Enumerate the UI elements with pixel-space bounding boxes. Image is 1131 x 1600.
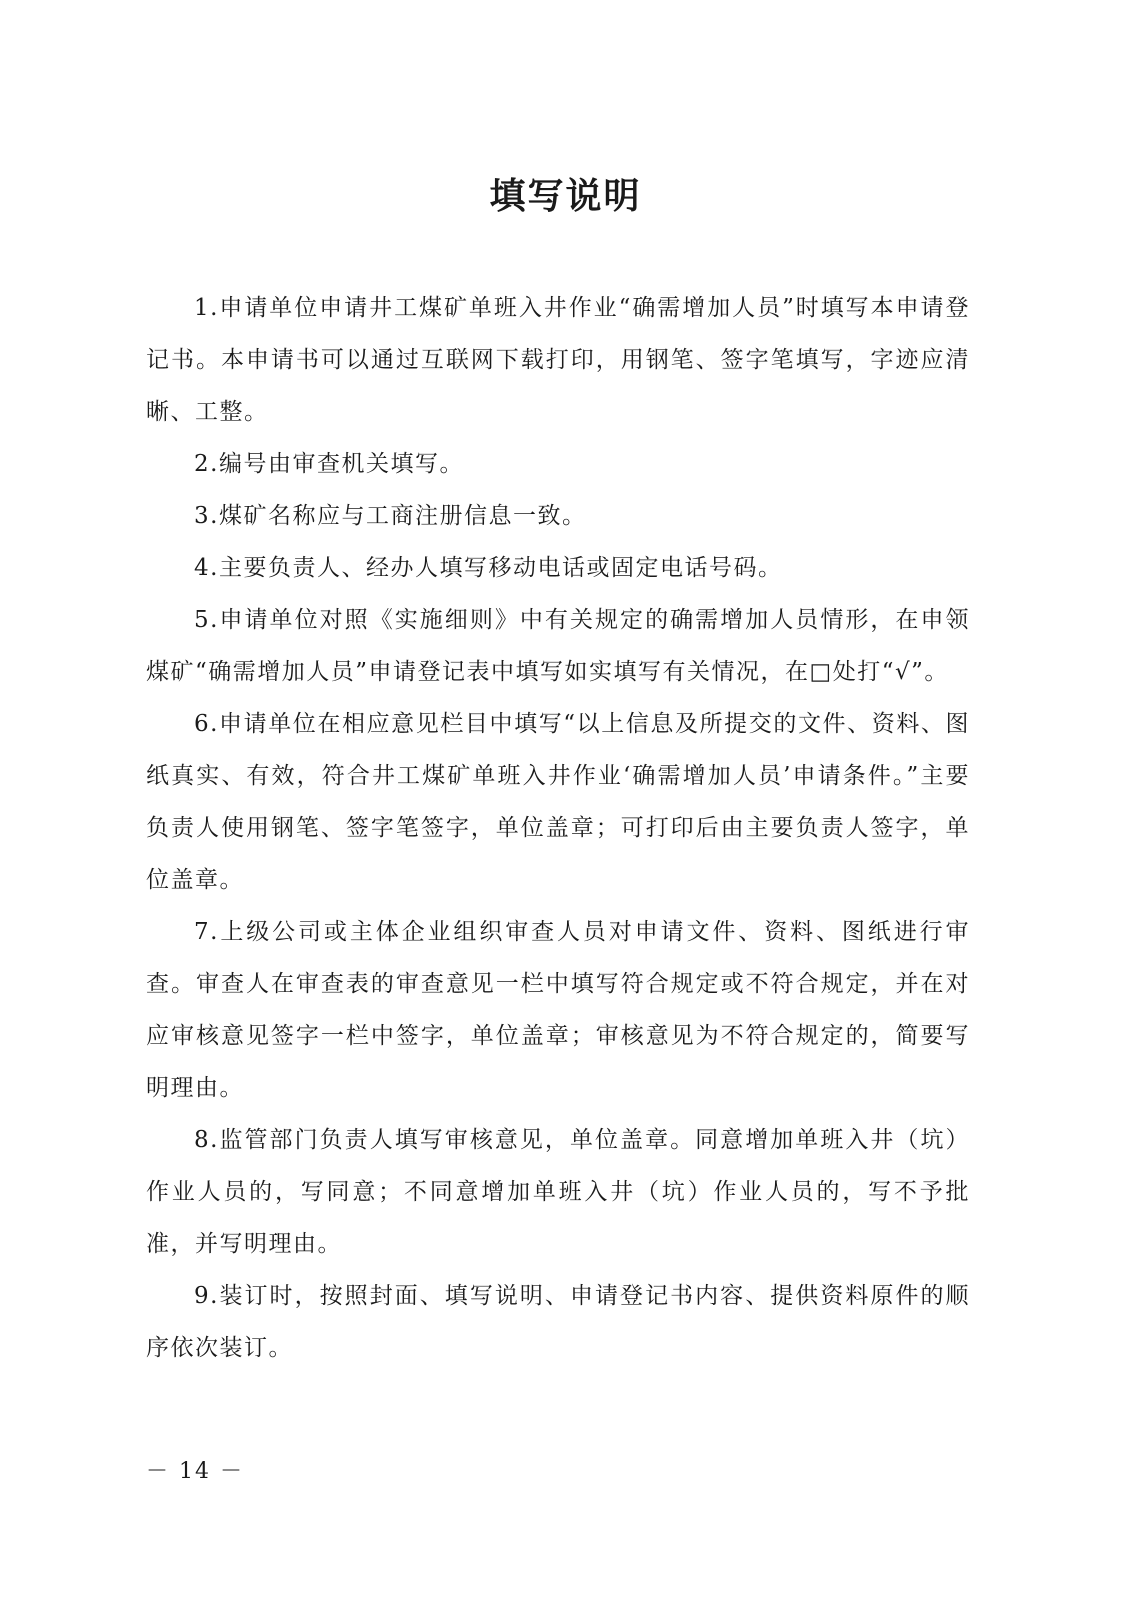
instruction-item-7: 7.上级公司或主体企业组织审查人员对申请文件、资料、图纸进行审查。审查人在审查表的审查意见一栏中填写符合规定或不符合规定，并在对应审核意见签字一栏中签字，单位盖章；审核意见为不符合规定的，简要写明理由。 bbox=[146, 919, 970, 1101]
instruction-item-5: 5.申请单位对照《实施细则》中有关规定的确需增加人员情形，在申领煤矿“确需增加人员”申请登记表中填写如实填写有关情况，在□处打“√”。 bbox=[146, 607, 970, 685]
instruction-item-6: 6.申请单位在相应意见栏目中填写“以上信息及所提交的文件、资料、图纸真实、有效，符合井工煤矿单班入井作业‘确需增加人员’申请条件。”主要负责人使用钢笔、签字笔签字，单位盖章；可打印后由主要负责人签字，单位盖章。 bbox=[146, 711, 970, 893]
page-title: 填写说明 bbox=[489, 175, 642, 217]
page-number: － 14 － bbox=[146, 1459, 244, 1484]
instruction-item-8: 8.监管部门负责人填写审核意见，单位盖章。同意增加单班入井（坑）作业人员的，写同意；不同意增加单班入井（坑）作业人员的，写不予批准，并写明理由。 bbox=[146, 1127, 970, 1257]
instruction-item-1: 1.申请单位申请井工煤矿单班入井作业“确需增加人员”时填写本申请登记书。本申请书可以通过互联网下载打印，用钢笔、签字笔填写，字迹应清晰、工整。 bbox=[146, 295, 970, 425]
instruction-item-2: 2.编号由审查机关填写。 bbox=[194, 451, 464, 477]
instructions-list bbox=[146, 282, 970, 1374]
instruction-item-9: 9.装订时，按照封面、填写说明、申请登记书内容、提供资料原件的顺序依次装订。 bbox=[146, 1283, 970, 1361]
instruction-item-3: 3.煤矿名称应与工商注册信息一致。 bbox=[194, 503, 587, 529]
instruction-item-4: 4.主要负责人、经办人填写移动电话或固定电话号码。 bbox=[194, 555, 783, 581]
